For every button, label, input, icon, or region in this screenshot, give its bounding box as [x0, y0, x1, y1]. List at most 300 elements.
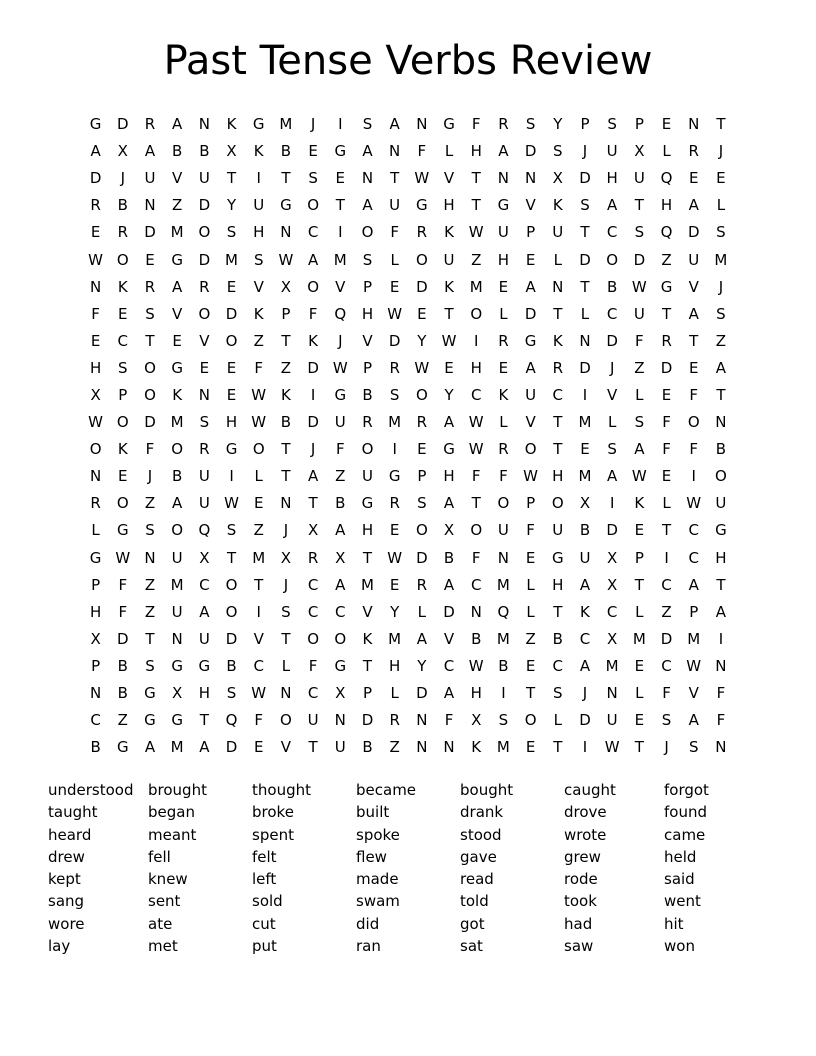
grid-letter-r4-c16: G	[497, 196, 510, 215]
word-item-built: built	[356, 803, 390, 822]
grid-letter-r6-c5: D	[198, 250, 211, 269]
grid-letter-r15-c12: R	[389, 494, 400, 513]
grid-letter-r12-c24: N	[715, 413, 727, 432]
grid-letter-r20-c12: M	[388, 629, 402, 648]
grid-letter-r21-c10: G	[334, 656, 347, 675]
grid-letter-r4-c19: S	[580, 196, 590, 215]
grid-letter-r17-c22: I	[664, 548, 669, 567]
grid-letter-r2-c22: L	[662, 142, 671, 161]
word-list-column-1	[48, 779, 148, 957]
grid-letter-r18-c18: H	[552, 575, 564, 594]
grid-letter-r15-c2: O	[116, 494, 129, 513]
grid-letter-r24-c12: Z	[389, 738, 400, 757]
grid-letter-r14-c17: W	[523, 467, 539, 486]
grid-letter-r8-c11: H	[361, 304, 374, 323]
grid-letter-r1-c8: M	[279, 115, 293, 134]
grid-letter-r16-c15: O	[470, 521, 483, 540]
grid-letter-r24-c2: G	[116, 738, 129, 757]
grid-letter-r19-c21: L	[635, 602, 644, 621]
grid-letter-r6-c18: L	[553, 250, 562, 269]
grid-letter-r23-c11: D	[361, 711, 374, 730]
grid-letter-r20-c1: X	[90, 629, 101, 648]
grid-letter-r18-c7: T	[254, 575, 264, 594]
grid-letter-r5-c17: P	[526, 223, 536, 242]
grid-letter-r18-c1: P	[91, 575, 101, 594]
grid-letter-r19-c3: Z	[144, 602, 156, 621]
grid-letter-r3-c14: V	[443, 169, 455, 188]
grid-letter-r7-c7: V	[253, 277, 264, 296]
grid-letter-r10-c17: A	[525, 358, 536, 377]
grid-letter-r8-c6: D	[225, 304, 238, 323]
grid-letter-r23-c23: A	[688, 711, 699, 730]
grid-letter-r22-c6: S	[226, 684, 237, 703]
grid-letter-r21-c4: G	[171, 656, 183, 675]
grid-letter-r9-c4: E	[172, 331, 182, 350]
grid-letter-r17-c4: U	[171, 548, 183, 567]
grid-letter-r13-c21: A	[634, 440, 645, 459]
grid-letter-r1-c22: E	[661, 115, 672, 134]
grid-letter-r7-c23: V	[688, 277, 699, 296]
grid-letter-r13-c7: O	[252, 440, 265, 459]
grid-letter-r21-c6: B	[226, 656, 237, 675]
grid-letter-r14-c8: T	[281, 467, 291, 486]
grid-letter-r13-c13: E	[417, 440, 427, 459]
grid-letter-r19-c8: S	[281, 602, 291, 621]
grid-letter-r11-c18: C	[552, 385, 564, 404]
grid-letter-r10-c1: H	[89, 358, 102, 377]
grid-letter-r16-c22: T	[661, 521, 672, 540]
grid-letter-r21-c12: H	[389, 656, 401, 675]
grid-letter-r19-c9: C	[307, 602, 319, 621]
grid-letter-r19-c5: A	[199, 602, 210, 621]
grid-letter-r11-c24: T	[716, 385, 726, 404]
grid-letter-r3-c7: I	[256, 169, 261, 188]
grid-letter-r21-c5: G	[198, 656, 211, 675]
grid-letter-r9-c2: C	[117, 331, 129, 350]
grid-letter-r13-c22: F	[662, 440, 671, 459]
grid-letter-r1-c1: G	[89, 115, 102, 134]
grid-letter-r18-c11: M	[360, 575, 374, 594]
grid-letter-r7-c17: A	[525, 277, 536, 296]
grid-letter-r10-c19: D	[579, 358, 591, 377]
grid-letter-r15-c16: O	[497, 494, 510, 513]
grid-letter-r6-c7: S	[253, 250, 264, 269]
grid-letter-r16-c8: J	[283, 521, 289, 540]
grid-letter-r16-c12: E	[389, 521, 400, 540]
grid-letter-r18-c3: Z	[144, 575, 156, 594]
grid-letter-r9-c7: Z	[253, 331, 264, 350]
grid-letter-r16-c4: O	[171, 521, 184, 540]
grid-letter-r12-c6: H	[225, 413, 238, 432]
grid-letter-r10-c22: D	[660, 358, 673, 377]
word-item-thought: thought	[252, 781, 311, 799]
grid-letter-r20-c2: D	[117, 629, 129, 648]
grid-letter-r24-c19: I	[582, 738, 588, 757]
grid-letter-r7-c12: E	[389, 277, 400, 296]
grid-letter-r6-c16: H	[497, 250, 510, 269]
grid-letter-r5-c21: S	[634, 223, 645, 242]
grid-letter-r4-c4: Z	[172, 196, 183, 215]
grid-letter-r4-c2: B	[117, 196, 128, 215]
grid-letter-r1-c4: A	[172, 115, 183, 134]
grid-letter-r3-c10: E	[335, 169, 346, 188]
grid-letter-r21-c8: L	[281, 656, 291, 675]
grid-letter-r13-c8: T	[281, 440, 291, 459]
grid-letter-r1-c5: N	[198, 115, 210, 134]
grid-letter-r15-c14: A	[443, 494, 455, 513]
grid-letter-r7-c19: T	[580, 277, 590, 296]
grid-letter-r21-c22: C	[661, 656, 672, 675]
grid-letter-r5-c2: R	[117, 223, 128, 242]
grid-letter-r3-c4: V	[172, 169, 183, 188]
grid-letter-r14-c22: E	[661, 467, 672, 486]
grid-letter-r16-c5: Q	[198, 521, 211, 540]
grid-letter-r2-c20: U	[606, 142, 618, 161]
grid-letter-r2-c14: L	[444, 142, 454, 161]
grid-letter-r16-c20: D	[606, 521, 618, 540]
grid-letter-r20-c22: D	[660, 629, 673, 648]
grid-letter-r13-c11: O	[361, 440, 374, 459]
grid-letter-r2-c1: A	[90, 142, 101, 161]
grid-letter-r22-c13: D	[416, 684, 428, 703]
grid-letter-r6-c23: U	[688, 250, 700, 269]
grid-letter-r14-c16: F	[499, 467, 508, 486]
grid-letter-r24-c8: V	[280, 738, 292, 757]
grid-letter-r1-c17: S	[525, 115, 536, 134]
grid-letter-r24-c1: B	[90, 738, 101, 757]
grid-letter-r14-c4: B	[172, 467, 183, 486]
grid-letter-r3-c1: D	[89, 169, 102, 188]
grid-letter-r20-c18: B	[552, 629, 563, 648]
grid-letter-r16-c2: G	[116, 521, 129, 540]
grid-letter-r4-c17: V	[525, 196, 536, 215]
grid-letter-r2-c23: R	[688, 142, 699, 161]
grid-letter-r12-c13: R	[416, 413, 428, 432]
grid-letter-r2-c9: E	[308, 142, 318, 161]
grid-letter-r20-c24: I	[718, 629, 724, 648]
word-item-lay: lay	[48, 937, 71, 956]
grid-letter-r10-c9: D	[307, 358, 319, 377]
grid-letter-r1-c2: D	[117, 115, 129, 134]
grid-letter-r4-c21: T	[634, 196, 644, 215]
grid-letter-r21-c23: W	[686, 656, 702, 675]
word-item-drove: drove	[564, 803, 607, 822]
grid-letter-r3-c13: W	[414, 169, 430, 188]
grid-letter-r8-c7: K	[253, 304, 264, 323]
word-item-hit: hit	[664, 914, 684, 933]
grid-letter-r11-c2: P	[118, 385, 128, 404]
word-item-wore: wore	[48, 914, 85, 933]
grid-letter-r16-c11: H	[361, 521, 374, 540]
grid-letter-r15-c24: U	[715, 494, 727, 513]
grid-letter-r15-c4: A	[172, 494, 183, 513]
grid-letter-r6-c22: Z	[661, 250, 672, 269]
grid-letter-r14-c9: A	[307, 467, 319, 486]
grid-letter-r13-c1: O	[89, 440, 102, 459]
grid-letter-r22-c9: C	[307, 684, 319, 703]
grid-letter-r9-c21: F	[635, 331, 644, 350]
grid-letter-r19-c11: V	[362, 602, 373, 621]
word-item-sang: sang	[48, 892, 85, 911]
grid-letter-r13-c23: F	[689, 440, 699, 459]
grid-letter-r1-c7: G	[252, 115, 265, 134]
grid-letter-r8-c14: T	[444, 304, 454, 323]
grid-letter-r21-c21: E	[634, 656, 645, 675]
grid-letter-r11-c7: W	[251, 385, 267, 404]
grid-letter-r7-c9: O	[307, 277, 319, 296]
grid-letter-r1-c21: P	[634, 115, 644, 134]
grid-letter-r20-c23: M	[687, 629, 701, 648]
word-item-did: did	[356, 914, 380, 933]
grid-letter-r13-c4: O	[171, 440, 184, 459]
grid-letter-r24-c16: M	[496, 738, 510, 757]
grid-letter-r22-c14: A	[443, 684, 455, 703]
grid-letter-r24-c21: T	[634, 738, 644, 757]
grid-letter-r7-c10: V	[335, 277, 346, 296]
grid-letter-r14-c5: U	[198, 467, 210, 486]
grid-letter-r12-c7: W	[251, 413, 267, 432]
grid-letter-r22-c12: L	[390, 684, 399, 703]
grid-letter-r5-c10: I	[338, 223, 343, 242]
grid-letter-r22-c19: J	[582, 684, 588, 703]
grid-letter-r20-c4: N	[171, 629, 183, 648]
grid-letter-r4-c14: H	[443, 196, 455, 215]
word-item-went: went	[664, 892, 701, 911]
grid-letter-r16-c13: O	[415, 521, 428, 540]
grid-letter-r3-c2: J	[120, 169, 125, 188]
grid-letter-r10-c5: E	[199, 358, 210, 377]
grid-letter-r17-c18: G	[551, 548, 564, 567]
grid-letter-r14-c24: O	[715, 467, 727, 486]
grid-letter-r5-c3: D	[144, 223, 156, 242]
grid-letter-r16-c19: B	[579, 521, 591, 540]
grid-letter-r3-c8: T	[281, 169, 291, 188]
word-item-won: won	[664, 937, 695, 956]
grid-letter-r7-c20: B	[607, 277, 618, 296]
grid-letter-r2-c8: B	[280, 142, 292, 161]
grid-letter-r12-c5: S	[199, 413, 210, 432]
word-item-came: came	[664, 825, 706, 844]
grid-letter-r6-c21: D	[633, 250, 646, 269]
grid-letter-r5-c22: Q	[660, 223, 673, 242]
word-item-got: got	[460, 914, 485, 933]
grid-letter-r22-c22: F	[662, 684, 671, 703]
grid-letter-r16-c18: U	[552, 521, 564, 540]
grid-letter-r17-c19: U	[579, 548, 591, 567]
grid-letter-r7-c2: K	[117, 277, 128, 296]
grid-letter-r11-c1: X	[90, 385, 101, 404]
grid-letter-r22-c10: X	[335, 684, 346, 703]
word-item-drank: drank	[460, 803, 504, 822]
grid-letter-r11-c21: L	[635, 385, 644, 404]
grid-letter-r8-c13: E	[417, 304, 427, 323]
grid-letter-r8-c9: F	[308, 304, 318, 323]
grid-letter-r18-c5: C	[199, 575, 210, 594]
grid-letter-r7-c8: X	[280, 277, 292, 296]
grid-letter-r19-c18: T	[553, 602, 563, 621]
grid-letter-r10-c7: F	[254, 358, 264, 377]
grid-letter-r1-c23: N	[688, 115, 700, 134]
grid-letter-r7-c15: M	[469, 277, 483, 296]
grid-letter-r12-c4: M	[170, 413, 184, 432]
grid-letter-r18-c24: T	[716, 575, 726, 594]
grid-letter-r13-c5: R	[199, 440, 210, 459]
grid-letter-r17-c16: N	[497, 548, 510, 567]
grid-letter-r3-c24: E	[716, 169, 726, 188]
grid-letter-r23-c3: G	[144, 711, 156, 730]
grid-letter-r11-c20: V	[607, 385, 618, 404]
grid-letter-r5-c12: F	[390, 223, 399, 242]
grid-letter-r20-c11: K	[362, 629, 373, 648]
grid-letter-r19-c22: Z	[661, 602, 672, 621]
word-item-left: left	[252, 870, 277, 889]
grid-letter-r22-c4: X	[172, 684, 183, 703]
grid-letter-r4-c5: D	[198, 196, 211, 215]
grid-letter-r13-c2: K	[117, 440, 128, 459]
grid-letter-r22-c23: V	[688, 684, 699, 703]
grid-letter-r14-c13: P	[417, 467, 427, 486]
grid-letter-r15-c5: U	[198, 494, 210, 513]
grid-letter-r15-c8: N	[280, 494, 292, 513]
grid-letter-r14-c15: F	[471, 467, 481, 486]
grid-letter-r24-c4: M	[170, 738, 184, 757]
grid-letter-r19-c7: I	[256, 602, 261, 621]
grid-letter-r6-c9: A	[307, 250, 319, 269]
grid-letter-r11-c6: E	[226, 385, 237, 404]
grid-letter-r18-c15: C	[470, 575, 482, 594]
grid-letter-r2-c5: B	[199, 142, 210, 161]
grid-letter-r3-c12: T	[390, 169, 400, 188]
grid-letter-r2-c19: J	[582, 142, 588, 161]
word-list-column-5	[460, 779, 564, 957]
grid-letter-r17-c2: W	[115, 548, 131, 567]
grid-letter-r12-c2: O	[116, 413, 129, 432]
grid-letter-r24-c11: B	[362, 738, 373, 757]
grid-letter-r5-c14: K	[444, 223, 454, 242]
grid-letter-r17-c12: W	[387, 548, 403, 567]
word-item-spent: spent	[252, 825, 294, 844]
grid-letter-r19-c19: K	[580, 602, 590, 621]
grid-letter-r3-c21: U	[633, 169, 645, 188]
grid-letter-r1-c13: N	[416, 115, 428, 134]
grid-letter-r22-c16: I	[501, 684, 506, 703]
grid-letter-r20-c17: Z	[525, 629, 536, 648]
grid-letter-r9-c14: W	[441, 331, 457, 350]
grid-letter-r1-c18: Y	[553, 115, 563, 134]
grid-letter-r6-c14: U	[443, 250, 455, 269]
grid-letter-r2-c15: H	[470, 142, 482, 161]
grid-letter-r13-c15: W	[468, 440, 484, 459]
grid-letter-r17-c20: X	[607, 548, 618, 567]
grid-letter-r17-c3: N	[144, 548, 156, 567]
grid-letter-r18-c21: T	[634, 575, 644, 594]
grid-letter-r22-c20: N	[606, 684, 618, 703]
word-item-wrote: wrote	[564, 825, 607, 844]
grid-letter-r16-c3: S	[145, 521, 155, 540]
grid-letter-r20-c20: X	[607, 629, 618, 648]
grid-letter-r11-c17: U	[525, 385, 537, 404]
grid-letter-r16-c7: Z	[253, 521, 264, 540]
grid-letter-r22-c18: S	[553, 684, 563, 703]
grid-letter-r12-c14: A	[443, 413, 455, 432]
grid-letter-r2-c13: F	[417, 142, 427, 161]
grid-letter-r18-c16: M	[496, 575, 510, 594]
grid-letter-r1-c16: R	[498, 115, 509, 134]
grid-letter-r1-c24: T	[716, 115, 726, 134]
grid-letter-r3-c9: S	[308, 169, 318, 188]
word-list-column-3	[252, 779, 356, 957]
word-item-sat: sat	[460, 937, 483, 956]
grid-letter-r3-c19: D	[579, 169, 591, 188]
grid-letter-r16-c9: X	[307, 521, 319, 540]
grid-letter-r12-c8: B	[280, 413, 292, 432]
grid-letter-r8-c8: P	[281, 304, 291, 323]
grid-letter-r23-c10: N	[334, 711, 346, 730]
grid-letter-r24-c13: N	[416, 738, 428, 757]
grid-letter-r14-c19: M	[578, 467, 592, 486]
grid-letter-r7-c5: R	[199, 277, 210, 296]
grid-letter-r13-c19: E	[580, 440, 590, 459]
word-item-read: read	[460, 870, 494, 889]
grid-letter-r7-c1: N	[89, 277, 102, 296]
grid-letter-r4-c9: O	[307, 196, 319, 215]
grid-letter-r5-c6: S	[226, 223, 237, 242]
grid-letter-r6-c24: M	[714, 250, 728, 269]
grid-letter-r2-c12: N	[389, 142, 401, 161]
grid-letter-r17-c11: T	[362, 548, 373, 567]
word-item-ate: ate	[148, 914, 173, 933]
grid-letter-r23-c13: N	[416, 711, 428, 730]
grid-letter-r5-c16: U	[497, 223, 509, 242]
grid-letter-r3-c6: T	[226, 169, 237, 188]
grid-letter-r20-c8: T	[281, 629, 291, 648]
grid-letter-r16-c17: F	[526, 521, 535, 540]
grid-letter-r20-c21: M	[632, 629, 646, 648]
word-list-column-4	[356, 779, 460, 957]
grid-letter-r22-c11: P	[362, 684, 372, 703]
grid-letter-r17-c21: P	[634, 548, 644, 567]
word-item-made: made	[356, 870, 399, 889]
grid-letter-r8-c15: O	[470, 304, 483, 323]
grid-letter-r22-c7: W	[251, 684, 267, 703]
word-item-found: found	[664, 803, 707, 822]
grid-letter-r23-c2: Z	[117, 711, 128, 730]
grid-letter-r15-c18: O	[551, 494, 564, 513]
grid-letter-r18-c4: M	[170, 575, 184, 594]
grid-letter-r24-c23: S	[688, 738, 699, 757]
word-item-told: told	[460, 892, 489, 911]
grid-letter-r18-c19: A	[579, 575, 591, 594]
grid-letter-r5-c18: U	[552, 223, 564, 242]
grid-letter-r13-c12: I	[392, 440, 397, 459]
grid-letter-r1-c20: S	[607, 115, 617, 134]
grid-letter-r24-c20: W	[604, 738, 620, 757]
grid-letter-r19-c13: L	[417, 602, 427, 621]
grid-letter-r21-c20: M	[605, 656, 619, 675]
grid-letter-r16-c10: A	[335, 521, 346, 540]
grid-letter-r20-c15: B	[471, 629, 482, 648]
word-item-ran: ran	[356, 937, 381, 956]
grid-letter-r2-c3: A	[144, 142, 156, 161]
word-item-bought: bought	[460, 781, 514, 799]
grid-letter-r11-c13: O	[415, 385, 428, 404]
grid-letter-r7-c24: J	[718, 277, 724, 296]
grid-letter-r3-c15: T	[471, 169, 481, 188]
grid-letter-r9-c10: J	[338, 331, 343, 350]
grid-letter-r18-c20: X	[607, 575, 618, 594]
grid-letter-r23-c16: S	[498, 711, 509, 730]
word-item-knew: knew	[148, 870, 188, 889]
